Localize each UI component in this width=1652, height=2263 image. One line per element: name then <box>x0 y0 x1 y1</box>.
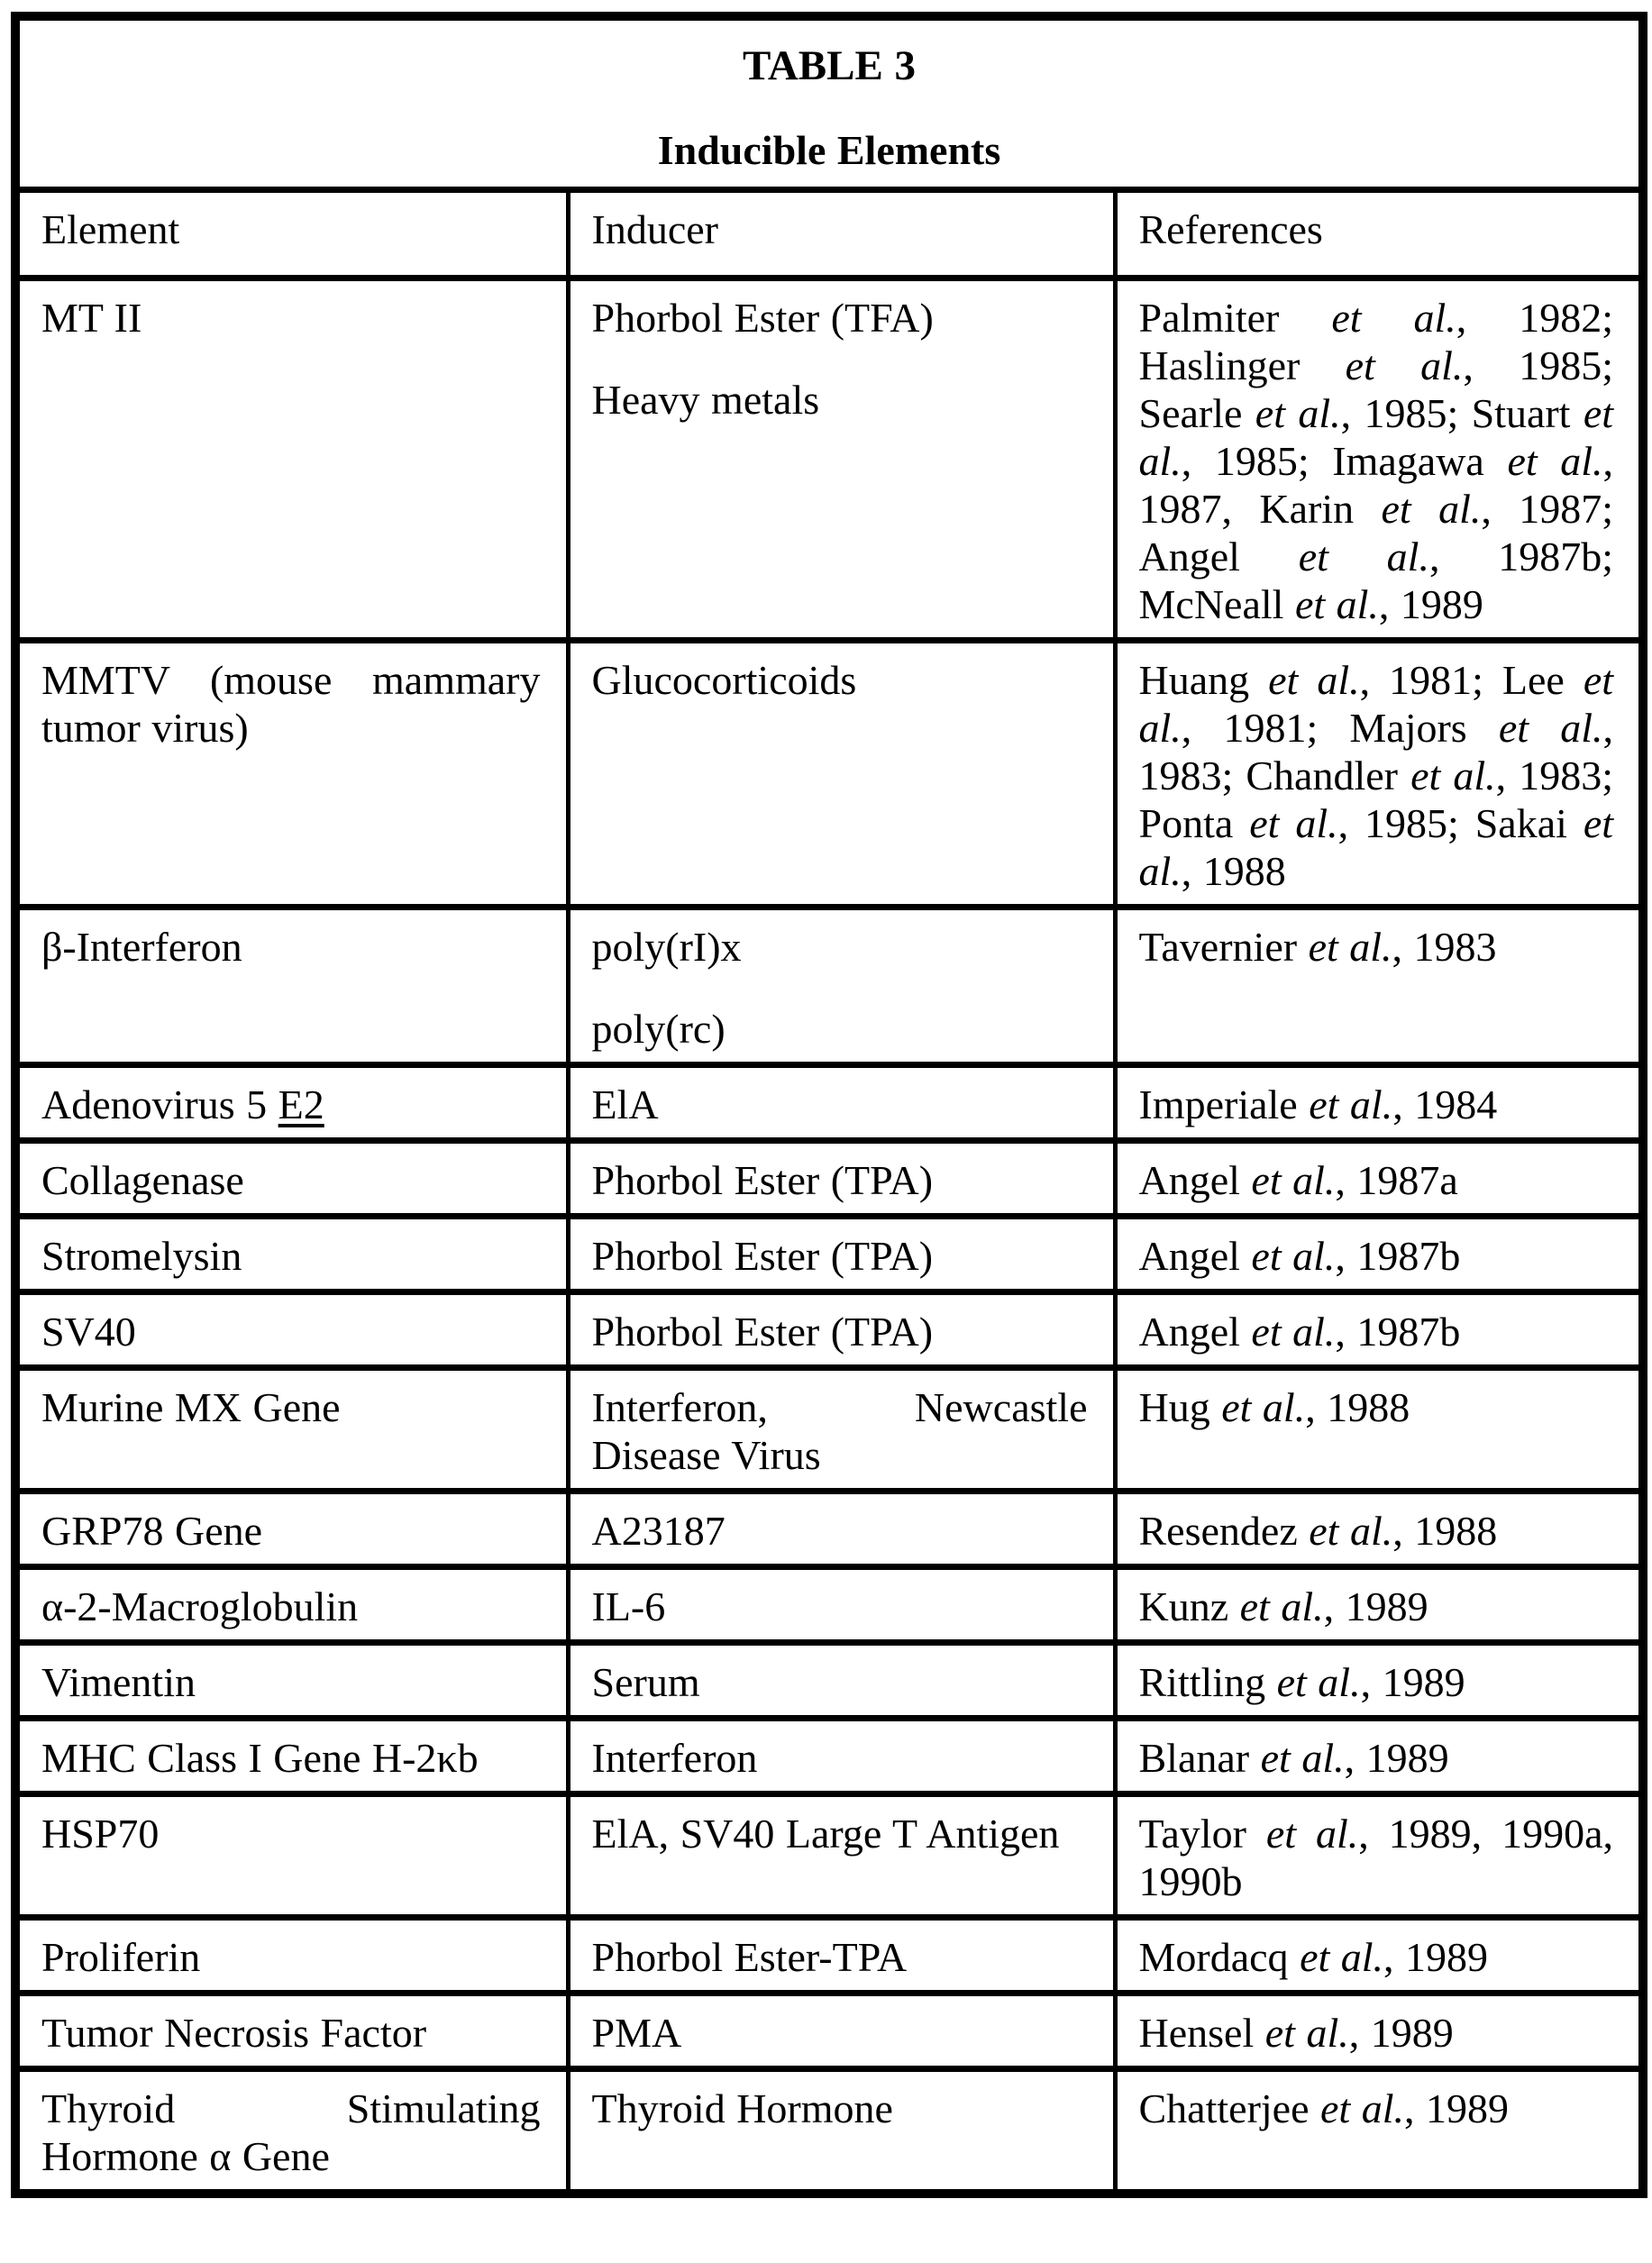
element-cell: Vimentin <box>15 1643 568 1719</box>
inducer-cell: Interferon <box>568 1719 1115 1794</box>
references-cell: Angel et al., 1987b <box>1115 1217 1643 1292</box>
element-cell: Thyroid Stimulating Hormone α Gene <box>15 2069 568 2195</box>
table-row <box>15 1643 1643 1719</box>
inducer-cell: Thyroid Hormone <box>568 2069 1115 2195</box>
inducer-cell: Glucocorticoids <box>568 641 1115 908</box>
references-cell: Rittling et al., 1989 <box>1115 1643 1643 1719</box>
inducer-cell: Phorbol Ester (TFA) Heavy metals <box>568 278 1115 641</box>
references-cell: Hensel et al., 1989 <box>1115 1994 1643 2069</box>
element-cell: β-Interferon <box>15 908 568 1065</box>
element-cell: Proliferin <box>15 1918 568 1994</box>
element-cell: GRP78 Gene <box>15 1492 568 1567</box>
references-cell: Chatterjee et al., 1989 <box>1115 2069 1643 2195</box>
table-row <box>15 1065 1643 1141</box>
col-header-inducer: Inducer <box>568 190 1115 278</box>
table-row <box>15 1141 1643 1217</box>
references-cell: Hug et al., 1988 <box>1115 1368 1643 1492</box>
inducer-cell: ElA <box>568 1065 1115 1141</box>
col-header-element: Element <box>15 190 568 278</box>
element-cell: Adenovirus 5 E2 <box>15 1065 568 1141</box>
references-cell: Huang et al., 1981; Lee et al., 1981; Majors et al., 1983; Chandler et al., 1983; Ponta et al., 1985; Sakai et al., 1988 <box>1115 641 1643 908</box>
inducer-cell: PMA <box>568 1994 1115 2069</box>
references-cell: Taylor et al., 1989, 1990a, 1990b <box>1115 1794 1643 1918</box>
references-cell: Palmiter et al., 1982; Haslinger et al., 1985; Searle et al., 1985; Stuart et al., 1985; Imagawa et al., 1987, Karin et al., 1987; Angel et al., 1987b; McNeall et al., 1989 <box>1115 278 1643 641</box>
element-cell: HSP70 <box>15 1794 568 1918</box>
table-row <box>15 641 1643 908</box>
table-row <box>15 2069 1643 2195</box>
table-row <box>15 908 1643 1065</box>
references-cell: Tavernier et al., 1983 <box>1115 908 1643 1065</box>
inducible-elements-table <box>11 12 1647 2198</box>
element-cell: MT II <box>15 278 568 641</box>
element-cell: Murine MX Gene <box>15 1368 568 1492</box>
references-cell: Imperiale et al., 1984 <box>1115 1065 1643 1141</box>
references-cell: Blanar et al., 1989 <box>1115 1719 1643 1794</box>
table-row <box>15 1368 1643 1492</box>
element-cell: Collagenase <box>15 1141 568 1217</box>
table-row <box>15 1994 1643 2069</box>
table-row <box>15 1719 1643 1794</box>
table-row <box>15 1567 1643 1643</box>
element-cell: Tumor Necrosis Factor <box>15 1994 568 2069</box>
inducer-cell: Phorbol Ester (TPA) <box>568 1217 1115 1292</box>
inducer-cell: poly(rI)x poly(rc) <box>568 908 1115 1065</box>
element-cell: Stromelysin <box>15 1217 568 1292</box>
table-row <box>15 1492 1643 1567</box>
inducer-cell: A23187 <box>568 1492 1115 1567</box>
references-cell: Kunz et al., 1989 <box>1115 1567 1643 1643</box>
inducer-cell: IL-6 <box>568 1567 1115 1643</box>
inducer-cell: ElA, SV40 Large T Antigen <box>568 1794 1115 1918</box>
col-header-references: References <box>1115 190 1643 278</box>
element-cell: α-2-Macroglobulin <box>15 1567 568 1643</box>
table-row <box>15 278 1643 641</box>
element-cell: MHC Class I Gene H-2κb <box>15 1719 568 1794</box>
table-row <box>15 1918 1643 1994</box>
inducer-cell: Phorbol Ester (TPA) <box>568 1292 1115 1368</box>
references-cell: Mordacq et al., 1989 <box>1115 1918 1643 1994</box>
table-subtitle: Inducible Elements <box>657 127 1001 173</box>
element-cell: MMTV (mouse mammary tumor virus) <box>15 641 568 908</box>
inducer-cell: Phorbol Ester-TPA <box>568 1918 1115 1994</box>
inducer-cell: Interferon, Newcastle Disease Virus <box>568 1368 1115 1492</box>
inducer-cell: Phorbol Ester (TPA) <box>568 1141 1115 1217</box>
references-cell: Angel et al., 1987a <box>1115 1141 1643 1217</box>
references-cell: Resendez et al., 1988 <box>1115 1492 1643 1567</box>
inducer-cell: Serum <box>568 1643 1115 1719</box>
element-cell: SV40 <box>15 1292 568 1368</box>
title-cell <box>15 16 1643 190</box>
table-row <box>15 1217 1643 1292</box>
header-row <box>15 190 1643 278</box>
table-row <box>15 1794 1643 1918</box>
table-title: TABLE 3 <box>742 42 917 89</box>
title-row <box>15 16 1643 190</box>
table-row <box>15 1292 1643 1368</box>
references-cell: Angel et al., 1987b <box>1115 1292 1643 1368</box>
